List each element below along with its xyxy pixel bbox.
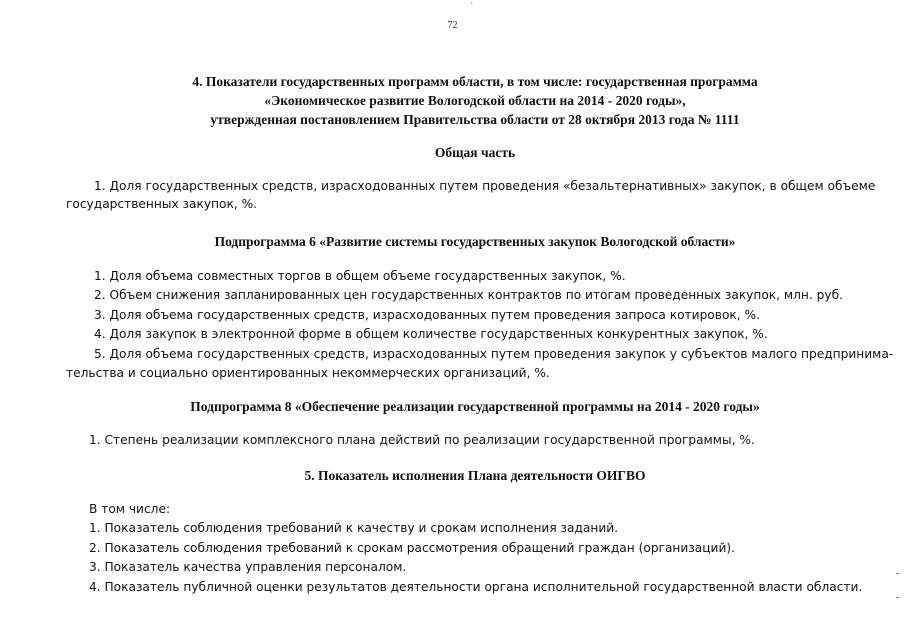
main-heading-line-1: 4. Показатели государственных программ области, в том числе: государственная программа [192, 74, 758, 89]
list-item: 4. Показатель публичной оценки результатов деятельности органа исполнительной государственной власти области. [89, 579, 863, 594]
section-5-list [89, 500, 905, 597]
subprogram-6-list [66, 267, 894, 383]
page-number: 72 [447, 20, 458, 31]
main-heading-line-2: «Экономическое развитие Вологодской области на 2014 - 2020 годы», [264, 93, 686, 108]
general-part-title: Общая часть [434, 145, 516, 160]
list-item: 2. Показатель соблюдения требований к срокам рассмотрения обращений граждан (организаций). [89, 540, 736, 555]
list-item: 3. Доля объема государственных средств, израсходованных путем проведения запроса котировок, %. [94, 307, 760, 322]
section-5-intro: В том числе: [89, 502, 171, 516]
list-item: 1. Доля объема совместных торгов в общем объеме государственных закупок, %. [94, 269, 626, 283]
scan-mark: ` [470, 2, 474, 13]
list-item-continuation: тельства и социально ориентированных некоммерческих организаций, %. [66, 366, 550, 381]
main-heading [60, 72, 890, 129]
general-part-item-1-line-1: 1. Доля государственных средств, израсходованных путем проведения «безальтернативных» закупок, в общем объеме [94, 179, 876, 193]
subprogram-8-list [89, 431, 905, 450]
subprogram-6-title: Подпрограмма 6 «Развитие системы государственных закупок Вологодской области» [214, 234, 736, 249]
list-item: 3. Показатель качества управления персоналом. [89, 560, 407, 575]
subprogram-8-title: Подпрограмма 8 «Обеспечение реализации государственной программы на 2014 - 2020 годы» [190, 399, 760, 414]
list-item: 2. Объем снижения запланированных цен государственных контрактов по итогам проведенных закупок, млн. руб. [94, 288, 843, 303]
scan-mark: - [896, 592, 900, 603]
general-part-item-1-line-2: государственных закупок, %. [66, 197, 258, 211]
main-heading-line-3: утвержденная постановлением Правительства области от 28 октября 2013 года № 1111 [210, 112, 740, 127]
list-item: 5. Доля объема государственных средств, израсходованных путем проведения закупок у субъектов малого предпринима- [94, 346, 894, 361]
list-item: 4. Доля закупок в электронной форме в общем количестве государственных конкурентных закупок, %. [94, 327, 768, 342]
scan-mark: - [896, 568, 900, 579]
list-item: 1. Показатель соблюдения требований к качеству и срокам исполнения заданий. [89, 521, 619, 536]
general-part-item-1 [66, 177, 886, 213]
section-5-title: 5. Показатель исполнения Плана деятельности ОИГВО [304, 468, 646, 483]
list-item: 1. Степень реализации комплексного плана действий по реализации государственной программы, %. [89, 433, 755, 447]
